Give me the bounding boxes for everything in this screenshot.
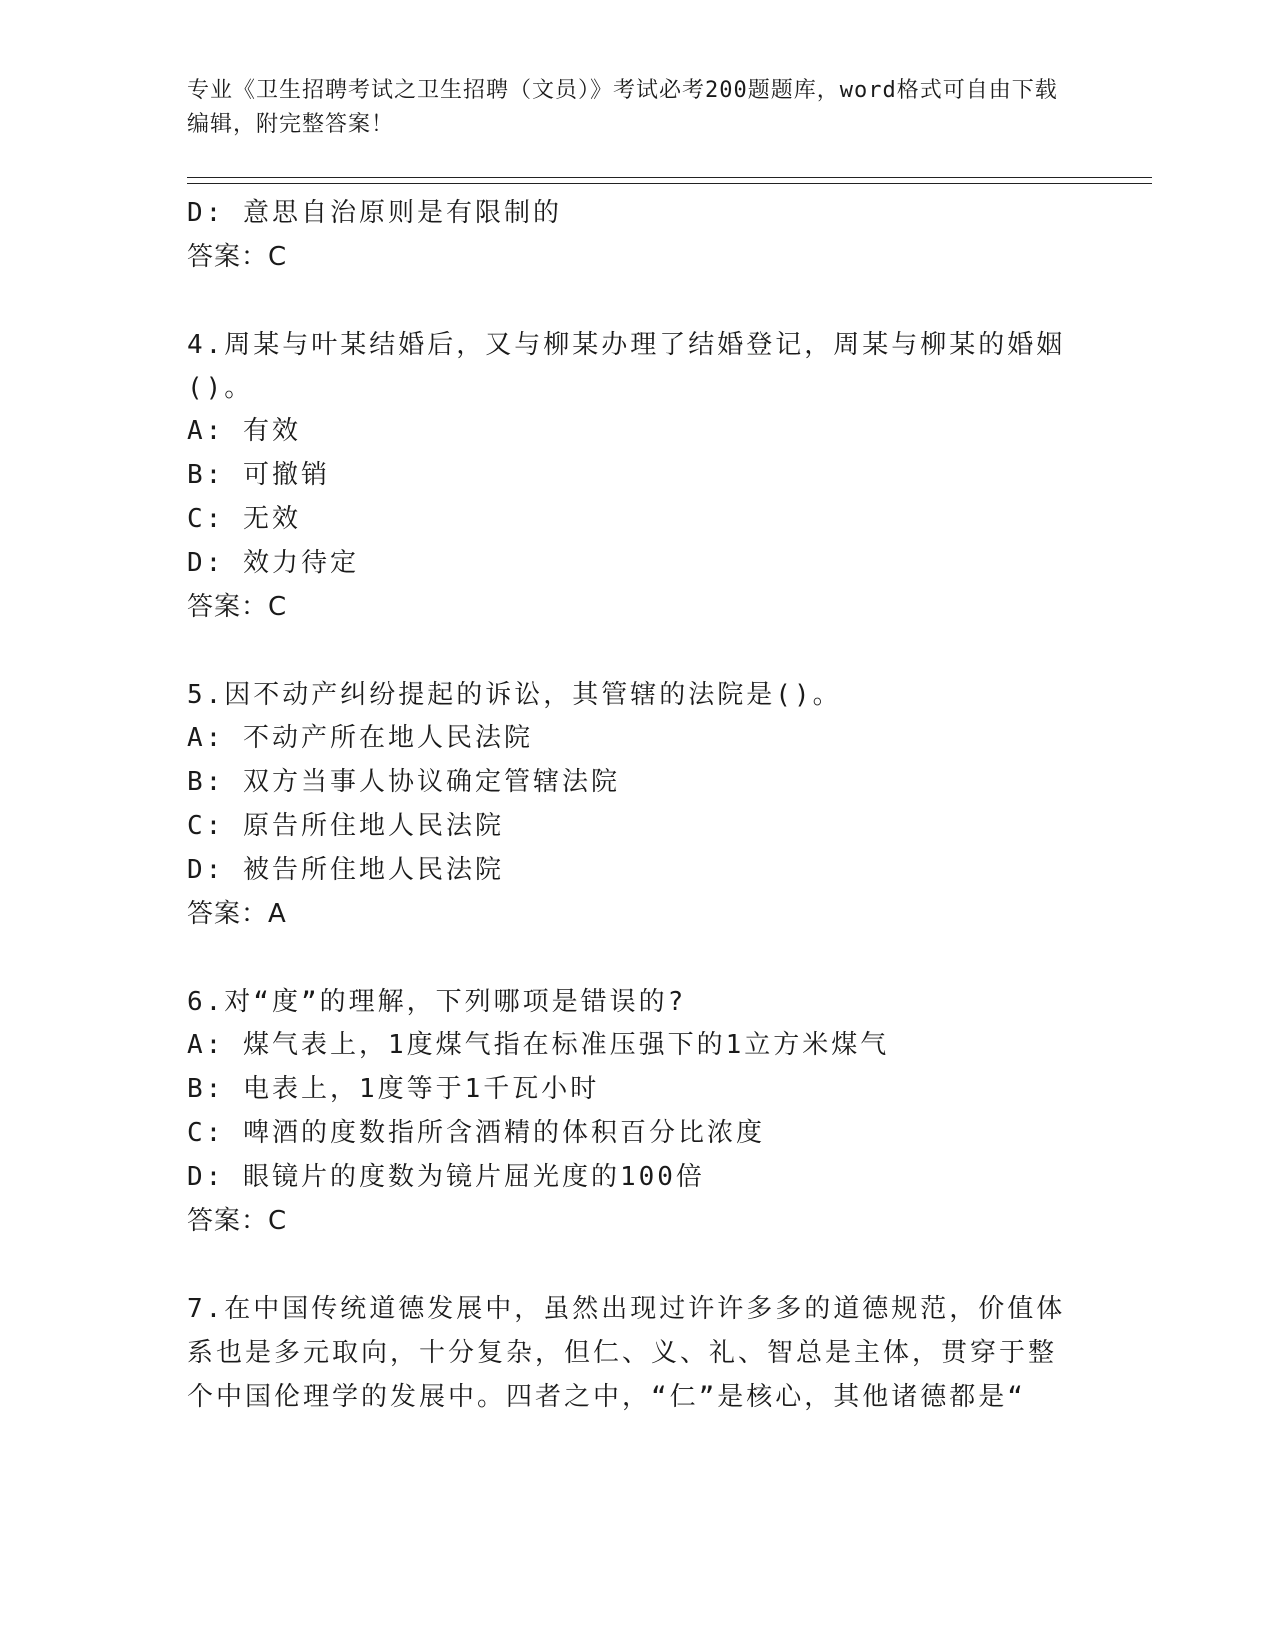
question-4-option-c: C: 无效 — [187, 504, 301, 534]
question-4-option-d: D: 效力待定 — [187, 548, 359, 578]
question-5-answer: 答案：A — [187, 899, 287, 929]
question-6-stem: 6.对“度”的理解，下列哪项是错误的? — [187, 987, 687, 1017]
header-divider-bottom — [187, 183, 1152, 184]
question-5-option-b: B: 双方当事人协议确定管辖法院 — [187, 767, 620, 797]
question-4-option-b: B: 可撤销 — [187, 460, 330, 490]
question-7-stem-cont-2: 个中国伦理学的发展中。四者之中，“仁”是核心，其他诸德都是“ — [187, 1382, 1026, 1412]
header-divider-top — [187, 177, 1152, 178]
answer: 答案：C — [187, 242, 288, 272]
question-5-option-d: D: 被告所住地人民法院 — [187, 855, 504, 885]
question-4-answer: 答案：C — [187, 592, 288, 622]
question-6-option-d: D: 眼镜片的度数为镜片屈光度的100倍 — [187, 1162, 705, 1192]
question-4-option-a: A: 有效 — [187, 416, 301, 446]
question-6-option-c: C: 啤酒的度数指所含酒精的体积百分比浓度 — [187, 1118, 765, 1148]
question-4-stem-cont: ()。 — [187, 373, 254, 403]
question-5-stem: 5.因不动产纠纷提起的诉讼，其管辖的法院是()。 — [187, 680, 842, 710]
question-5-option-c: C: 原告所住地人民法院 — [187, 811, 504, 841]
document-header: 专业《卫生招聘考试之卫生招聘（文员）》考试必考200题题库，word格式可自由下载编辑，附完整答案！ — [187, 78, 1058, 137]
question-6-answer: 答案：C — [187, 1206, 288, 1236]
question-7-stem: 7.在中国传统道德发展中，虽然出现过许许多多的道德规范，价值体 — [187, 1294, 1066, 1324]
question-6-option-b: B: 电表上，1度等于1千瓦小时 — [187, 1074, 600, 1104]
question-5-option-a: A: 不动产所在地人民法院 — [187, 723, 533, 753]
question-6-option-a: A: 煤气表上，1度煤气指在标准压强下的1立方米煤气 — [187, 1030, 890, 1060]
option-d: D: 意思自治原则是有限制的 — [187, 198, 562, 228]
question-7-stem-cont: 系也是多元取向，十分复杂，但仁、义、礼、智总是主体，贯穿于整 — [187, 1338, 1058, 1368]
question-4-stem: 4.周某与叶某结婚后，又与柳某办理了结婚登记，周某与柳某的婚姻 — [187, 330, 1066, 360]
